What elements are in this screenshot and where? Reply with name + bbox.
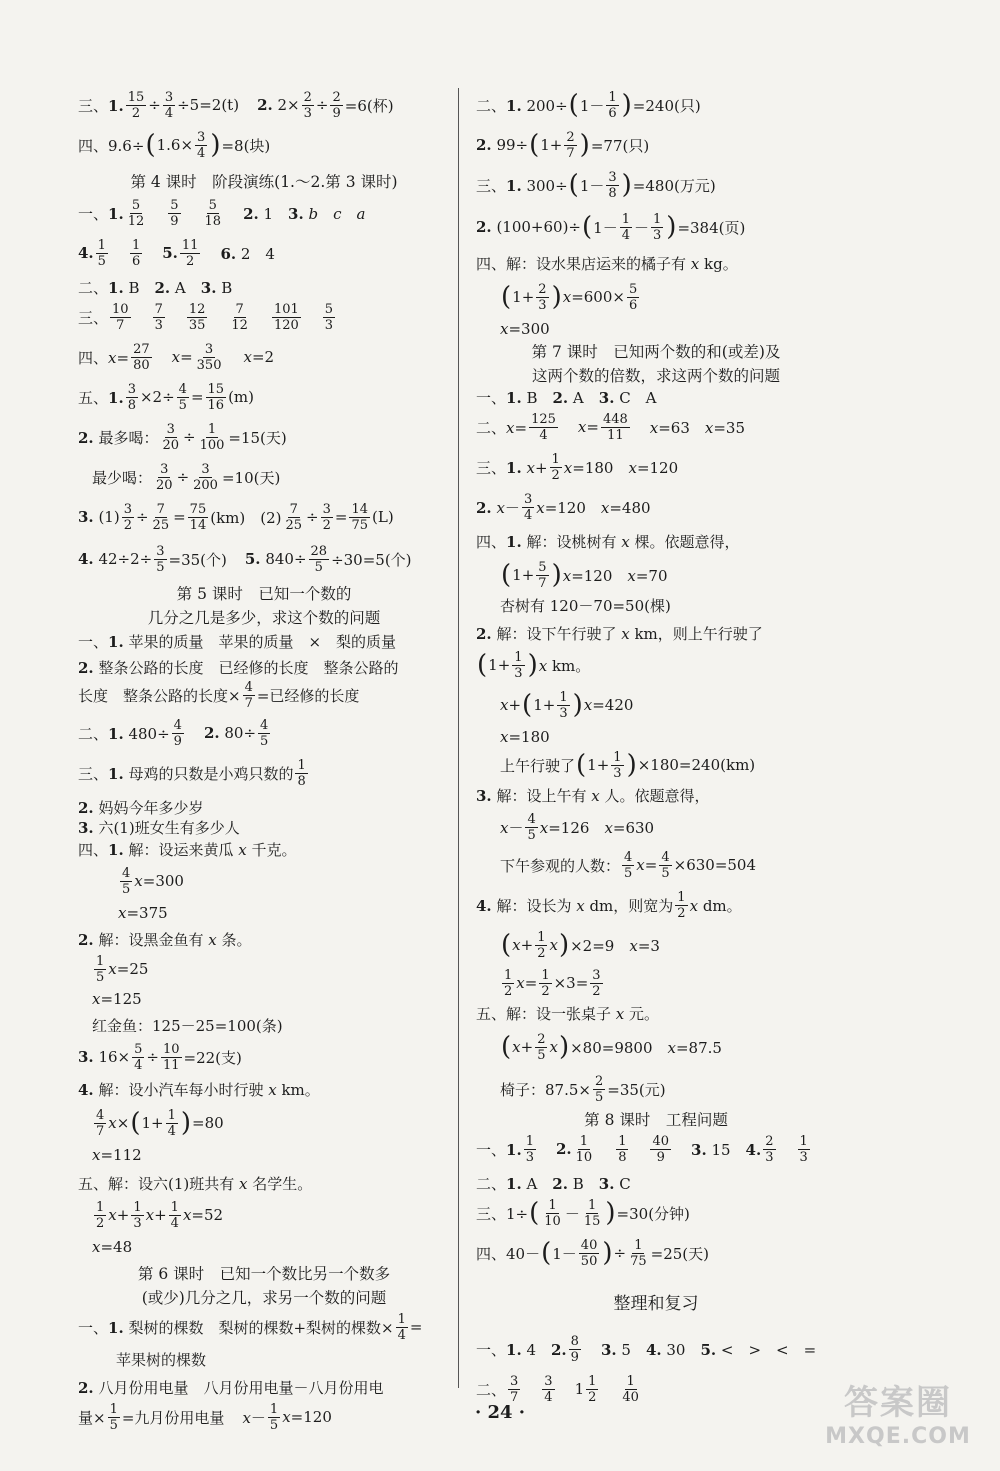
answer-line: 三、1÷ ( $\frac{1}{10}$ － $\frac{1}{15}$ ) =30(分钟) xyxy=(476,1197,690,1229)
answer-line: 三、1. 母鸡的只数是小鸡只数的 $\frac{1}{8}$ xyxy=(78,757,306,789)
answer-line: 五、解：设一张桌子 x 元。 xyxy=(476,1004,660,1023)
answer-line: 一、1. 4 2. $\frac{8}{9}$ 3. 5 4. 30 5. < > < = xyxy=(476,1333,817,1365)
answer-line: ( x+ $\frac{2}{5}$ x ) ×80=9800 x=87.5 xyxy=(501,1031,722,1063)
answer-line: x=112 xyxy=(92,1146,142,1164)
answer-line: 五、解：设六(1)班共有 x 名学生。 xyxy=(78,1174,313,1193)
answer-line: 二、1. B 2. A 3. B xyxy=(78,278,233,297)
answer-line: 2. (100+60)÷ ( 1－ $\frac{1}{4}$ － $\frac{1}{3}$ ) =384(页) xyxy=(476,211,746,243)
answer-line: 3. 16× $\frac{5}{4}$ ÷ $\frac{10}{11}$ =22(支) xyxy=(78,1041,242,1073)
answer-line: 3. 解：设上午有 x 人。依题意得， xyxy=(476,786,710,805)
watermark-text: 答案圈 xyxy=(844,1383,952,1423)
answer-line: $\frac{4}{5}$ x=300 xyxy=(122,865,184,897)
answer-line: 杏树有 120－70=50(棵) xyxy=(500,596,671,615)
answer-line: ( x+ $\frac{1}{2}$ x ) ×2=9 x=3 xyxy=(501,929,660,961)
answer-line: $\frac{1}{2}$ x= $\frac{1}{2}$ ×3= $\frac{3}{2}$ xyxy=(504,967,601,999)
column-divider xyxy=(458,88,459,1388)
answer-line: 四、1. 解：设桃树有 x 棵。依题意得， xyxy=(476,532,740,551)
lesson-heading: (或少)几分之几，求另一个数的问题 xyxy=(141,1289,387,1307)
answer-line: 一、1. $\frac{1}{3}$ 2. $\frac{1}{10}$ $\frac{1}{8}$ $\frac{40}{9}$ 3. 15 4. $\frac{2}{3}$ $\frac{1}{3}$ xyxy=(476,1133,808,1165)
answer-line: 长度 整条公路的长度× $\frac{4}{7}$ =已经修的长度 xyxy=(78,679,360,711)
answer-line: ( 1+ $\frac{1}{3}$ ) x km。 xyxy=(477,649,591,681)
lesson-heading: 这两个数的倍数，求这两个数的问题 xyxy=(531,367,780,385)
watermark-logo xyxy=(818,1375,978,1457)
answer-line: 红金鱼：125－25=100(条) xyxy=(92,1016,283,1035)
answer-line: 一、1. 苹果的质量 苹果的质量 × 梨的质量 xyxy=(78,632,397,651)
page-number: · 24 · xyxy=(474,1402,526,1423)
lesson-heading: 第 5 课时 已知一个数的 xyxy=(176,585,352,603)
answer-line: 椅子：87.5× $\frac{2}{5}$ =35(元) xyxy=(500,1073,666,1105)
answer-line: 4. 解：设长为 x dm，则宽为 $\frac{1}{2}$ x dm。 xyxy=(476,889,742,921)
answer-line: 一、1. 梨树的棵数 梨树的棵数+梨树的棵数× $\frac{1}{4}$ = xyxy=(78,1311,423,1343)
section-heading: 整理和复习 xyxy=(613,1293,699,1314)
answer-line: 3. (1) $\frac{3}{2}$ ÷ $\frac{7}{25}$ = $\frac{75}{14}$ (km) (2) $\frac{7}{25}$ ÷ $\frac{3}{2}$ = $\frac{14}{75}$ (L) xyxy=(78,501,394,533)
answer-line: 二、1. 200÷ ( 1－ $\frac{1}{6}$ ) =240(只) xyxy=(476,89,701,121)
answer-line: 四、40－ ( 1－ $\frac{40}{50}$ ) ÷ $\frac{1}{75}$ =25(天) xyxy=(476,1237,709,1269)
answer-line: 下午参观的人数： $\frac{4}{5}$ x= $\frac{4}{5}$ ×630=504 xyxy=(500,849,757,881)
answer-line: 二、x= $\frac{125}{4}$ x= $\frac{448}{11}$ x=63 x=35 xyxy=(476,411,746,443)
answer-line: x=300 xyxy=(500,320,550,338)
answer-line: 二、1. A 2. B 3. C xyxy=(476,1174,631,1193)
answer-line: ( 1+ $\frac{5}{7}$ ) x=120 x=70 xyxy=(501,559,668,591)
answer-line: x=48 xyxy=(92,1238,133,1256)
answer-line: 4. 解：设小汽车每小时行驶 x km。 xyxy=(78,1080,320,1099)
answer-line: 四、解：设水果店运来的橘子有 x kg。 xyxy=(476,254,738,273)
answer-line: 量× $\frac{1}{5}$ =九月份用电量 x－ $\frac{1}{5}$ x=120 xyxy=(78,1401,332,1433)
answer-line: 五、1. $\frac{3}{8}$ ×2÷ $\frac{4}{5}$ = $\frac{15}{16}$ (m) xyxy=(78,381,254,413)
answer-line: 四、9.6÷ ( 1.6× $\frac{3}{4}$ ) =8(块) xyxy=(78,129,271,161)
answer-line: 三、1. 300÷ ( 1－ $\frac{3}{8}$ ) =480(万元) xyxy=(476,169,716,201)
answer-line: $\frac{1}{2}$ x+ $\frac{1}{3}$ x+ $\frac{1}{4}$ x=52 xyxy=(96,1199,224,1231)
answer-line: x=125 xyxy=(92,990,142,1008)
answer-line: x=180 xyxy=(500,728,550,746)
answer-line: x+ ( 1+ $\frac{1}{3}$ ) x=420 xyxy=(500,689,634,721)
answer-line: 三、1. $\frac{15}{2}$ ÷ $\frac{3}{4}$ ÷5=2(t) 2. 2× $\frac{2}{3}$ ÷ $\frac{2}{9}$ =6(杯) xyxy=(78,89,394,121)
lesson-heading: 第 6 课时 已知一个数比另一个数多 xyxy=(137,1265,391,1283)
answer-line: 二、1. 480÷ $\frac{4}{9}$ 2. 80÷ $\frac{4}{5}$ xyxy=(78,717,269,749)
lesson-heading: 几分之几是多少，求这个数的问题 xyxy=(147,609,381,627)
answer-line: 上午行驶了 ( 1+ $\frac{1}{3}$ ) ×180=240(km) xyxy=(500,749,756,781)
answer-line: 三、1. x+ $\frac{1}{2}$ x=180 x=120 xyxy=(476,451,679,483)
answer-line: 2. 解：设黑金鱼有 x 条。 xyxy=(78,930,252,949)
answer-line: 4. 42÷2÷ $\frac{3}{5}$ =35(个) 5. 840÷ $\frac{28}{5}$ ÷30=5(个) xyxy=(78,543,412,575)
answer-line: 苹果树的棵数 xyxy=(116,1350,207,1369)
lesson-heading: 第 4 课时 阶段演练(1.～2.第 3 课时) xyxy=(130,173,398,191)
answer-line: 2. 八月份用电量 八月份用电量－八月份用电 xyxy=(78,1378,384,1397)
answer-line: 2. 最多喝： $\frac{3}{20}$ ÷ $\frac{1}{100}$ =15(天) xyxy=(78,421,287,453)
answer-line: x=375 xyxy=(118,904,168,922)
answer-line: 一、1. $\frac{5}{12}$ $\frac{5}{9}$ $\frac{5}{18}$ 2. 1 3. b c a xyxy=(78,197,366,229)
answer-line: 2. x－ $\frac{3}{4}$ x=120 x=480 xyxy=(476,491,651,523)
answer-line: 四、1. 解：设运来黄瓜 x 千克。 xyxy=(78,840,297,859)
answer-line: $\frac{4}{7}$ x× ( 1+ $\frac{1}{4}$ ) =80 xyxy=(96,1107,224,1139)
answer-line: 2. 解：设下午行驶了 x km，则上午行驶了 xyxy=(476,624,763,643)
answer-line: 四、x= $\frac{27}{80}$ x= $\frac{3}{350}$ x=2 xyxy=(78,341,275,373)
watermark-domain: MXQE.COM xyxy=(825,1424,971,1449)
answer-line: 2. 妈妈今年多少岁 xyxy=(78,798,204,817)
answer-line: 三、 $\frac{10}{7}$ $\frac{7}{3}$ $\frac{12}{35}$ $\frac{7}{12}$ $\frac{101}{120}$ $\frac{5}{3}$ xyxy=(78,301,334,333)
answer-line: 2. 99÷ ( 1+ $\frac{2}{7}$ ) =77(只) xyxy=(476,129,650,161)
lesson-heading: 第 8 课时 工程问题 xyxy=(584,1111,728,1129)
answer-line: 一、1. B 2. A 3. C A xyxy=(476,388,657,407)
answer-line: 二、 $\frac{3}{7}$ $\frac{3}{4}$ 1 $\frac{1}{2}$ $\frac{1}{40}$ xyxy=(476,1373,639,1405)
answer-line: 最少喝： $\frac{3}{20}$ ÷ $\frac{3}{200}$ =10(天) xyxy=(92,461,281,493)
answer-line: ( 1+ $\frac{2}{3}$ ) x=600× $\frac{5}{6}$ xyxy=(501,281,638,313)
answer-line: 2. 整条公路的长度 已经修的长度 整条公路的 xyxy=(78,658,399,677)
answer-line: 4. $\frac{1}{5}$ $\frac{1}{6}$ 5. $\frac{11}{2}$ 6. 2 4 xyxy=(78,237,275,269)
answer-line: 3. 六(1)班女生有多少人 xyxy=(78,818,240,837)
lesson-heading: 第 7 课时 已知两个数的和(或差)及 xyxy=(531,343,781,361)
answer-line: $\frac{1}{5}$ x=25 xyxy=(96,953,149,985)
answer-line: x－ $\frac{4}{5}$ x=126 x=630 xyxy=(500,811,655,843)
